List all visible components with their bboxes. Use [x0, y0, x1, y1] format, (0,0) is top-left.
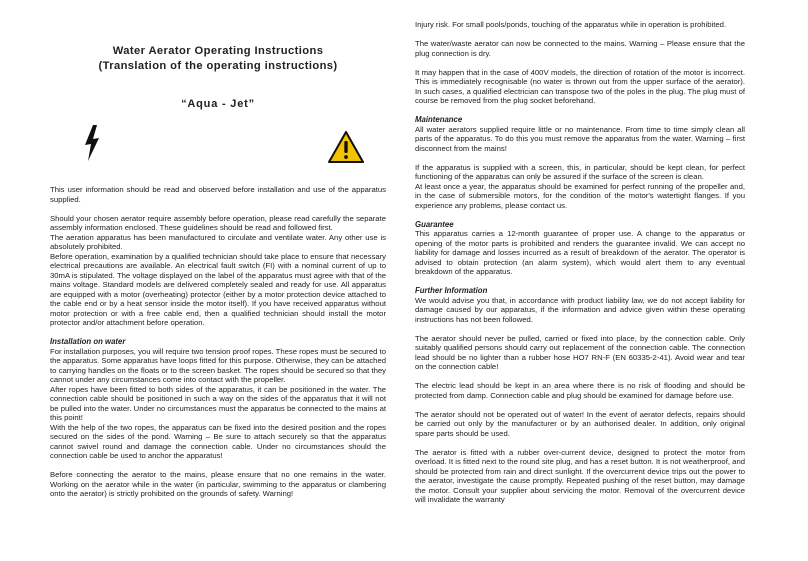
- maintenance-paragraph-2: If the apparatus is supplied with a screen, this, in particular, should be kept clean, for perfect functioning of the apparatus can only be assured if the surface of the screen is clean.: [415, 162, 745, 181]
- further-information-heading: Further Information: [415, 286, 488, 295]
- connection-paragraph: The water/waste aerator can now be connected to the mains. Warning – Please ensure that the plug connection is dry.: [415, 39, 745, 58]
- electrical-paragraph: Before operation, examination by a qualified technician should take place to ensure that necessary electrical precautions are available. An electrical fault switch (FI) with a nominal current of up to 30mA is stipulated. The voltage displayed on the label of the apparatus must agree with that of the mains voltage. Standard models are delivered completely sealed and ready for use. All apparatus are equipped with a motor (overheating) protector (either by a motor protection device attached to the cable end or by a heat sensor inside the motor itself). If you have received apparatus without motor protection or with a free cable end, then a qualified technician should install the motor protector and/or attachment before operation.: [50, 251, 386, 327]
- usage-paragraph: The aeration apparatus has been manufactured to circulate and ventilate water. Any other use is absolutely prohibited.: [50, 232, 386, 251]
- assembly-paragraph: Should your chosen aerator require assembly before operation, please read carefully the separate assembly information enclosed. These guidelines should be read and followed first.: [50, 213, 386, 232]
- installation-paragraph-3: With the help of the two ropes, the apparatus can be fixed into the desired position and the ropes secured on the sides of the pond. Warning – Be sure to attach securely so that the apparatus cannot swivel round and damage the connection cable. Under no circumstances should the connection cable be used to anchor the apparatus!: [50, 422, 386, 460]
- rotation-paragraph: It may happen that in the case of 400V models, the direction of rotation of the motor is incorrect. This is immediately recognisable (no water is thrown out from the upper surface of the aerator). In such cases, a qualified electrician can transpose two of the poles in the plug. The plug must of course be removed from the plug socket beforehand.: [415, 67, 745, 105]
- guarantee-paragraph: This apparatus carries a 12-month guarantee of proper use. A change to the apparatus or opening of the motor parts is prohibited and renders the guarantee invalid. We can accept no liability for damage and losses incurred as a result of breakdown of the aerator. The operator is advised to obtain protection (an alarm system), which would alert them to any eventual breakdown of the apparatus.: [415, 229, 745, 276]
- title-line-1: Water Aerator Operating Instructions: [112, 45, 324, 57]
- operation-paragraph: The aerator should not be operated out of water! In the event of aerator defects, repairs should be carried out only by the manufacturer or by an authorised dealer. In addition, only original spare parts should be used.: [415, 409, 745, 438]
- document-title: [60, 44, 376, 74]
- injury-paragraph: Injury risk. For small pools/ponds, touching of the apparatus while in operation is prohibited.: [415, 20, 727, 29]
- liability-paragraph: We would advise you that, in accordance with product liability law, we do not accept liability for damage caused by our apparatus, if the information and advice given within these operating instructions has not been followed.: [415, 295, 745, 324]
- installation-paragraph-2: After ropes have been fitted to both sides of the apparatus, it can be positioned in the water. The connection cable should be positioned in such a way on the sides of the apparatus that it will not be pulled into the water. Under no circumstances must the apparatus be connected to the mains at this point!: [50, 384, 386, 422]
- intro-paragraph: This user information should be read and observed before installation and use of the apparatus supplied.: [50, 185, 386, 204]
- cable-paragraph: The aerator should never be pulled, carried or fixed into place, by the connection cable. Only suitably qualified persons should carry out replacement of the connection cable. The connection lead should be no lighter than a rubber hose HO7 RN-F (EN 60335-2-41). Avoid wear and tear on the connection cable!: [415, 333, 745, 371]
- product-name: “Aqua - Jet”: [181, 98, 255, 110]
- left-column: [50, 185, 386, 499]
- installation-heading: Installation on water: [50, 337, 126, 346]
- maintenance-paragraph-1: All water aerators supplied require little or no maintenance. From time to time simply clean all parts of the apparatus. To do this you must remove the apparatus from the water. Warning – first disconnect from the mains!: [415, 124, 745, 153]
- guarantee-heading: Guarantee: [415, 219, 454, 229]
- right-column: [415, 20, 745, 505]
- title-line-2: (Translation of the operating instructions): [98, 60, 338, 72]
- warning-triangle-icon: [328, 131, 364, 168]
- maintenance-heading: Maintenance: [415, 115, 463, 124]
- installation-paragraph-4: Before connecting the aerator to the mains, please ensure that no one remains in the water. Working on the aerator while in the water (in particular, swimming to the apparatus or clambering onto the aerator) is strictly prohibited on the grounds of safety. Warning!: [50, 470, 386, 498]
- lightning-bolt-icon: [84, 125, 102, 166]
- lead-paragraph: The electric lead should be kept in an area where there is no risk of flooding and should be protected from damp. Connection cable and plug should be examined for damage before use.: [415, 381, 745, 400]
- installation-paragraph-1: For installation purposes, you will require two tension proof ropes. These ropes must be secured to the apparatus. Some apparatus have loops fitted for this purpose. Otherwise, they can be attached to carrying handles on the floats or to the screen basket. The ropes should be secured so that they cannot under any circumstances come into contact with the propeller.: [50, 346, 386, 384]
- maintenance-paragraph-3: At least once a year, the apparatus should be examined for perfect running of the propeller and, in the case of submersible motors, for the condition of the motor's watertight flanges. If you experience any problems, please contact us.: [415, 181, 745, 210]
- overcurrent-paragraph: The aerator is fitted with a rubber over-current device, designed to protect the motor from overload. It is fitted next to the round site plug, and has a reset button. It is not weatherproof, and should be protected from rain and direct sunlight. If the overcurrent device trips out the power to the aerator, investigate the cause promptly. Repeated pushing of the reset button, may damage the motor. Consult your supplier about servicing the motor. Removal of the overcurrent device will invalidate the warranty: [415, 447, 745, 504]
